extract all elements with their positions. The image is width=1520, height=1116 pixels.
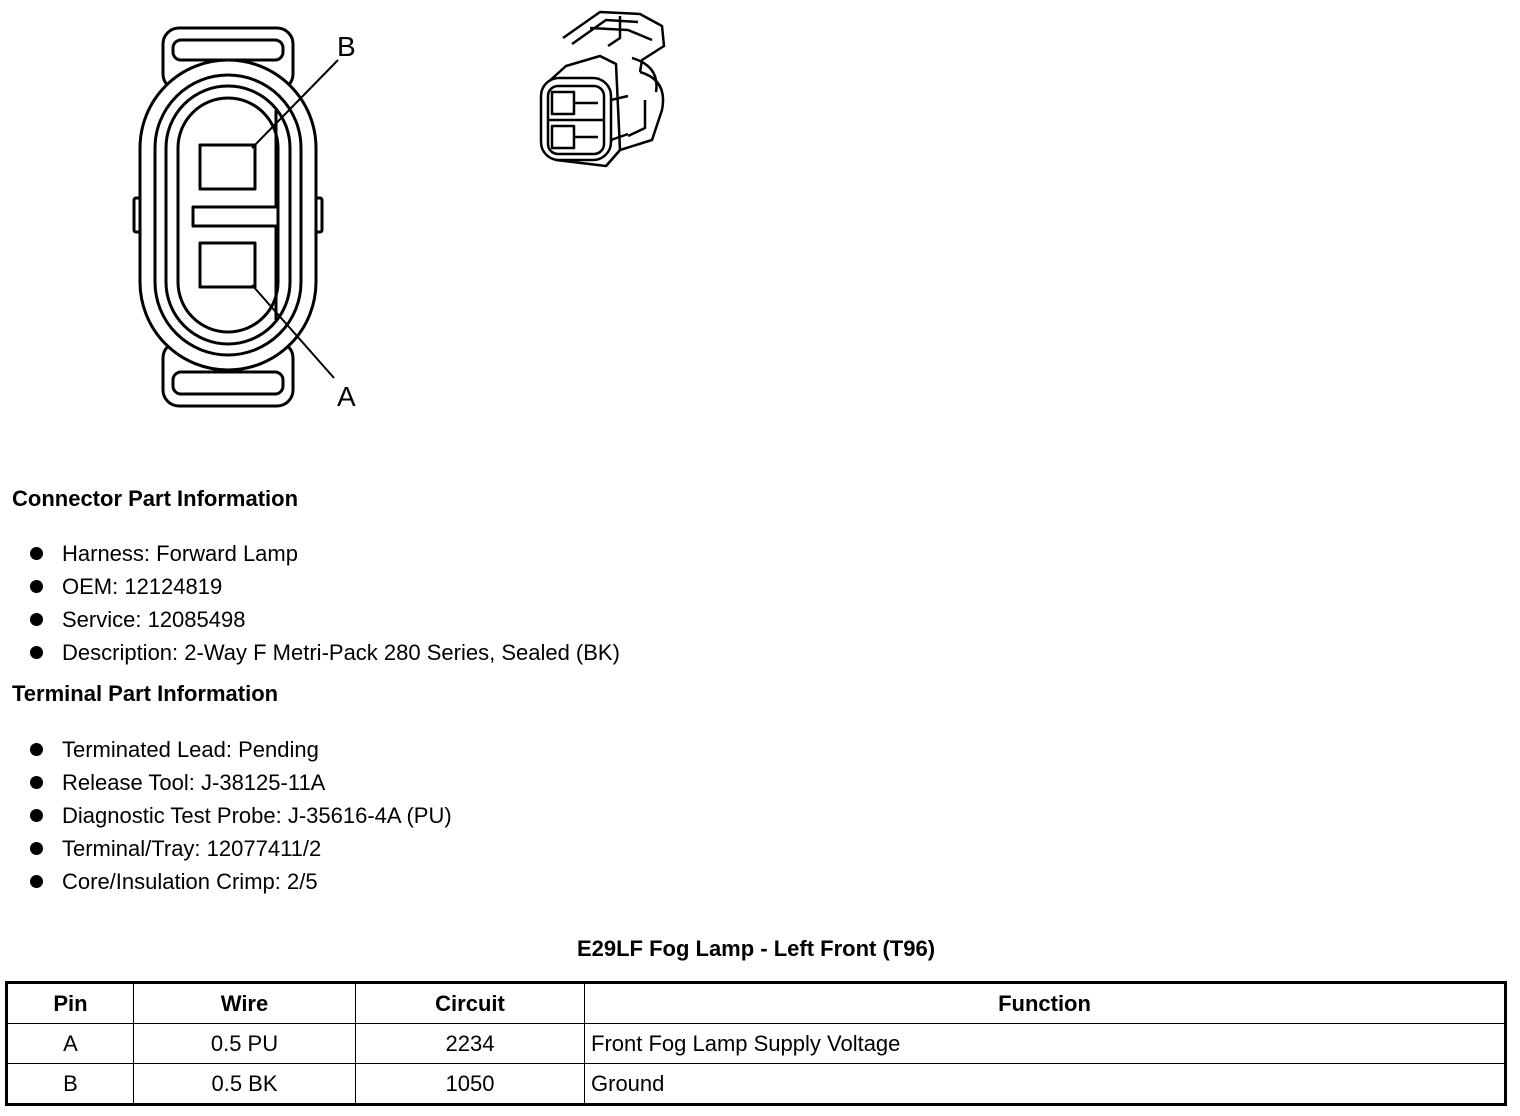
callout-a-label: A [337,381,356,412]
cell-pin: A [7,1024,134,1064]
cell-function: Ground [585,1064,1506,1105]
connector-info-list [0,537,620,669]
list-item: Core/Insulation Crimp: 2/5 [0,865,452,898]
terminal-info-list [0,733,452,898]
bullet-icon [30,809,43,822]
bullet-icon [30,875,43,888]
terminal-info-heading: Terminal Part Information [12,681,279,706]
table-header-row [7,983,1506,1024]
connector-info-heading: Connector Part Information [12,486,299,511]
cell-wire: 0.5 PU [134,1024,356,1064]
column-header-circuit: Circuit [356,983,585,1024]
list-item: Description: 2-Way F Metri-Pack 280 Series, Sealed (BK) [0,636,620,669]
list-item: OEM: 12124819 [0,570,620,603]
connector-housing [140,60,316,370]
cell-circuit: 1050 [356,1064,585,1105]
cell-function: Front Fog Lamp Supply Voltage [585,1024,1506,1064]
list-item: Service: 12085498 [0,603,620,636]
pin-table-title: E29LF Fog Lamp - Left Front (T96) [576,936,936,961]
table-row [7,1064,1506,1105]
list-item: Harness: Forward Lamp [0,537,620,570]
callout-b-label: B [337,31,356,62]
bullet-icon [30,743,43,756]
connector-isometric-view [541,12,664,166]
connector-diagram [0,0,1520,440]
cell-pin: B [7,1064,134,1105]
cell-wire: 0.5 BK [134,1064,356,1105]
column-header-function: Function [585,983,1506,1024]
bullet-icon [30,842,43,855]
column-header-pin: Pin [7,983,134,1024]
bullet-icon [30,646,43,659]
list-item: Terminated Lead: Pending [0,733,452,766]
bullet-icon [30,613,43,626]
list-item: Release Tool: J-38125-11A [0,766,452,799]
column-header-wire: Wire [134,983,356,1024]
bullet-icon [30,580,43,593]
bullet-icon [30,776,43,789]
list-item: Terminal/Tray: 12077411/2 [0,832,452,865]
table-row [7,1024,1506,1064]
list-item: Diagnostic Test Probe: J-35616-4A (PU) [0,799,452,832]
bullet-icon [30,547,43,560]
cell-circuit: 2234 [356,1024,585,1064]
pin-table [5,981,1507,1106]
